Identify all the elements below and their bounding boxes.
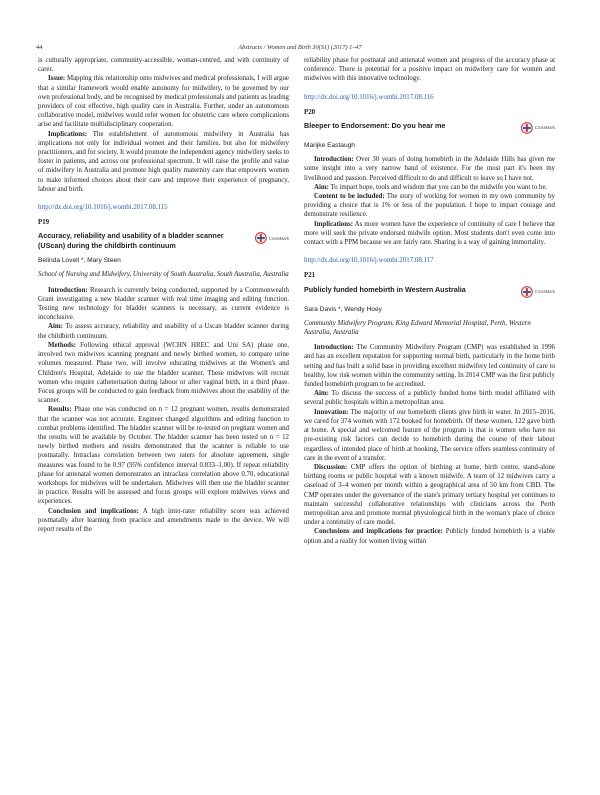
crossmark-label: CrossMark bbox=[534, 125, 555, 131]
p21-innovation bbox=[304, 408, 555, 463]
p20-title: Bleeper to Endorsement: Do you hear me bbox=[304, 121, 446, 131]
p20-intro-text: Over 30 years of doing homebirth in the Adelaide Hills has given me some insight into a very narrow band of existence. For the most part it's been my livelihood and passion. Perceived difficult to do and difficult to leave so I have not. bbox=[304, 156, 555, 182]
crossmark-icon bbox=[521, 122, 533, 134]
crossmark-icon bbox=[255, 232, 267, 244]
p19-intro-text: Research is currently being conducted, supported by a Commonwealth Grant investigating a new bladder scanner with real time imaging and editing function. Testing new technology for bladder scanners is necessary, as current evidence is inconclusive. bbox=[38, 286, 289, 322]
doi-link-116[interactable]: http://dx.doi.org/10.1016/j.wombi.2017.08.116 bbox=[304, 93, 434, 101]
p21-aim bbox=[304, 389, 555, 407]
p21-conclusions-text: Publicly funded homebirth is a viable option and a reality for women living within bbox=[304, 528, 555, 545]
p21-authors: Sara Davis *, Wendy Hoey bbox=[304, 305, 382, 313]
issue-paragraph bbox=[38, 74, 289, 129]
crossmark-badge[interactable] bbox=[521, 285, 555, 299]
p20-aim-text: To impart hope, tools and wisdom that you can be the midwife you want to be. bbox=[330, 183, 548, 191]
p20-implications-label: Implications: bbox=[314, 220, 354, 228]
p19-affiliation: School of Nursing and Midwifery, University of South Australia, South Australia, Australia bbox=[38, 271, 289, 279]
p21-innovation-label: Innovation: bbox=[314, 408, 349, 416]
implications-paragraph bbox=[38, 130, 289, 194]
doi-link-117[interactable]: http://dx.doi.org/10.1016/j.wombi.2017.08.117 bbox=[304, 257, 434, 265]
p19-authors: Belinda Lovell *, Mary Steen bbox=[38, 257, 121, 265]
issue-text: Mapping this relationship onto midwives and medical professionals, I will argue that a similar framework would enable autonomy for midwifery, to be governed by our own professional body, and be recognised by medical professionals and patients as leading providers of cost effective, high quality care in Australia. Further, under an autonomous collaborative model, midwives would refer women for obstetric care where complications arise and facilitate multidisciplinary cooperation. bbox=[38, 75, 289, 129]
p19-results-label: Results: bbox=[48, 406, 72, 414]
p20-content-text: The story of working for women in my own community by providing a choice that is 1% or less of the population. I hope to impart courage and demonstrate resilience. bbox=[304, 193, 555, 219]
p19-conclusion bbox=[38, 507, 289, 535]
crossmark-badge[interactable] bbox=[255, 231, 289, 245]
p20-aim bbox=[304, 183, 555, 192]
p21-affiliation: Community Midwifery Program, King Edward Memorial Hospital, Perth, Western Australia, Australia bbox=[304, 319, 531, 337]
p19-aim-text: To assess accuracy, reliability and usability of a Uscan bladder scanner during the childbirth continuum. bbox=[38, 323, 289, 340]
p21-conclusions bbox=[304, 527, 555, 545]
abstract-id-p20: P20 bbox=[304, 108, 316, 116]
p21-discussion-label: Discussion: bbox=[314, 463, 348, 471]
p21-innovation-text: The majority of our homebirth clients give birth in water. In 2015–2016, we cared for 374 women with 172 booked for homebirth. Of these women, 122 gave birth at home. A special and welcomed feature of the program is that is women who have no pre-existing risk factors can decide to homebirth during the course of their labour regardless of intended place of birth at booking. The service offers seamless continuity of care in the event of a transfer. bbox=[304, 408, 555, 462]
p19-aim bbox=[38, 322, 289, 340]
implications-text: The establishment of autonomous midwifery in Australia has implications not only for individual women and their families, but also for midwifery practitioners, and for society. It would promote the independent agency midwifery seeks to foster in patients, and across our professional spectrum. It will raise the profile and value of midwifery in Australia and promote high quality maternity care that empowers women to make informed choices about their care and improve their experience of pregnancy, labour and birth. bbox=[38, 130, 289, 193]
p19-results-text: Phase one was conducted on n = 12 pregnant women, results demonstrated that the scanner was not accurate. Engineer changed algorithms and editing function to combat problems identified. The bladder scanner will be re-tested on pregnant women and the results will be available by October. The bladder scanner has been tested on n = 12 newly birthed mothers and results demonstrated that the scanner is reliable to use postnatally. Intraclass correlation between two raters for absolute agreement, single measures was found to be 0.97 (95% confidence interval 0.833–1.00). If repeat reliability phase for antenatal women demonstrates an intraclass correlation above 0.70, educational workshops for midwives will be undertaken. Midwives will then use the bladder scanner in practice. Results will be assessed and focus groups will explore midwives views and experiences. bbox=[38, 406, 289, 506]
doi-link-115[interactable]: http://dx.doi.org/10.1016/j.wombi.2017.08.115 bbox=[38, 204, 168, 212]
p21-introduction bbox=[304, 343, 555, 389]
p19-methods bbox=[38, 341, 289, 405]
p19-title-row bbox=[38, 231, 289, 250]
p19-aim-label: Aim: bbox=[48, 323, 63, 331]
crossmark-label: CrossMark bbox=[534, 289, 555, 295]
p21-title-row bbox=[304, 285, 555, 299]
p20-intro-label: Introduction: bbox=[314, 156, 354, 164]
crossmark-badge[interactable] bbox=[521, 121, 555, 135]
p19-methods-label: Methods: bbox=[48, 341, 76, 349]
p20-implications-text: As more women have the experience of continuity of care I believe that more will seek the private endorsed midwife option. Most students don't even come into contact with a PPM because we are fairly rare. Sharing is a way of gaining immortality. bbox=[304, 220, 556, 247]
p20-aim-label: Aim: bbox=[314, 183, 329, 191]
crossmark-label: CrossMark bbox=[268, 235, 289, 241]
implications-label: Implications: bbox=[48, 130, 88, 138]
p19-conclusion-text: A high inter-rater reliability score was achieved postnatally after learning from practice and amendments made to the device. We will report results of the bbox=[38, 507, 289, 533]
p21-discussion bbox=[304, 463, 555, 527]
p21-conclusions-label: Conclusions and implications for practice: bbox=[314, 528, 443, 536]
p19-title: Accuracy, reliability and usability of a bladder scanner (UScan) during the childbirth continuum bbox=[38, 231, 224, 250]
p20-authors: Marijke Eastaugh bbox=[304, 142, 355, 150]
p21-intro-text: The Community Midwifery Program (CMP) was established in 1996 and has an excellent reputation for supporting normal birth, particularly in the home birth setting and has built a solid base in providing excellent midwifery led continuity of care to healthy, low risk women within the community setting. In 2014 CMP was the first publicly funded homebirth program to be accredited. bbox=[304, 344, 555, 389]
p19-conclusion-label: Conclusion and implications: bbox=[48, 507, 139, 515]
p19-results bbox=[38, 405, 289, 506]
issue-label: Issue: bbox=[48, 75, 66, 83]
p19-methods-text: Following ethical approval (WCHN HREC and Uni SA) phase one, involved two midwives scanning pregnant and newly birthed women, to compare urine volumes measured. Phase two, will involve educating midwives at the Women's and Children's Hospital, Adelaide to use the bladder scanner. These midwives will recruit women who require catheterisation during labour or after vaginal birth, in a third phase. Focus groups will be conducted to gain feedback from midwives about the usability of the scanner. bbox=[38, 341, 289, 405]
p20-content-label: Content to be included: bbox=[314, 193, 385, 201]
continued-paragraph: is culturally appropriate, community-accessible, woman-centred, and with continuity of carer. bbox=[38, 57, 289, 74]
p19-intro-label: Introduction: bbox=[48, 286, 88, 294]
p19-introduction bbox=[38, 286, 289, 323]
p21-discussion-text: CMP offers the option of birthing at home, birth centre, stand-alone birthing rooms or public hospital with a known midwife. A team of 12 midwives carry a caseload of 3–4 women per month within a geographical area of 50 km from CBD. The CMP operates under the governance of the state's primary tertiary hospital yet continues to maintain successful collaborative relationships with clinicians across the Perth metropolitan area and promote normal physiological birth in the woman's place of choice under a continuity of care model. bbox=[304, 463, 555, 527]
p21-aim-label: Aim: bbox=[314, 390, 329, 398]
left-column bbox=[38, 56, 289, 534]
p20-title-row bbox=[304, 121, 555, 135]
p20-content bbox=[304, 192, 555, 220]
p21-title: Publicly funded homebirth in Western Australia bbox=[304, 284, 466, 294]
p20-implications bbox=[304, 220, 555, 248]
continued-paragraph-right: reliability phase for postnatal and antenatal women and progress of the accuracy phase at conference. There is potential for a positive impact on midwifery care for women and midwives with this innovative technology. bbox=[304, 57, 555, 83]
right-column bbox=[304, 56, 555, 546]
p21-aim-text: To discuss the success of a publicly funded home birth model affiliated with several public hospitals within a metropolitan area. bbox=[304, 390, 555, 407]
abstract-id-p19: P19 bbox=[38, 219, 50, 227]
abstract-id-p21: P21 bbox=[304, 272, 316, 280]
crossmark-icon bbox=[521, 286, 533, 298]
p21-intro-label: Introduction: bbox=[314, 344, 354, 352]
running-head: Abstracts / Women and Birth 30(S1) (2017) 1–47 bbox=[238, 44, 362, 51]
page-number: 44 bbox=[36, 44, 43, 51]
p20-introduction bbox=[304, 155, 555, 183]
